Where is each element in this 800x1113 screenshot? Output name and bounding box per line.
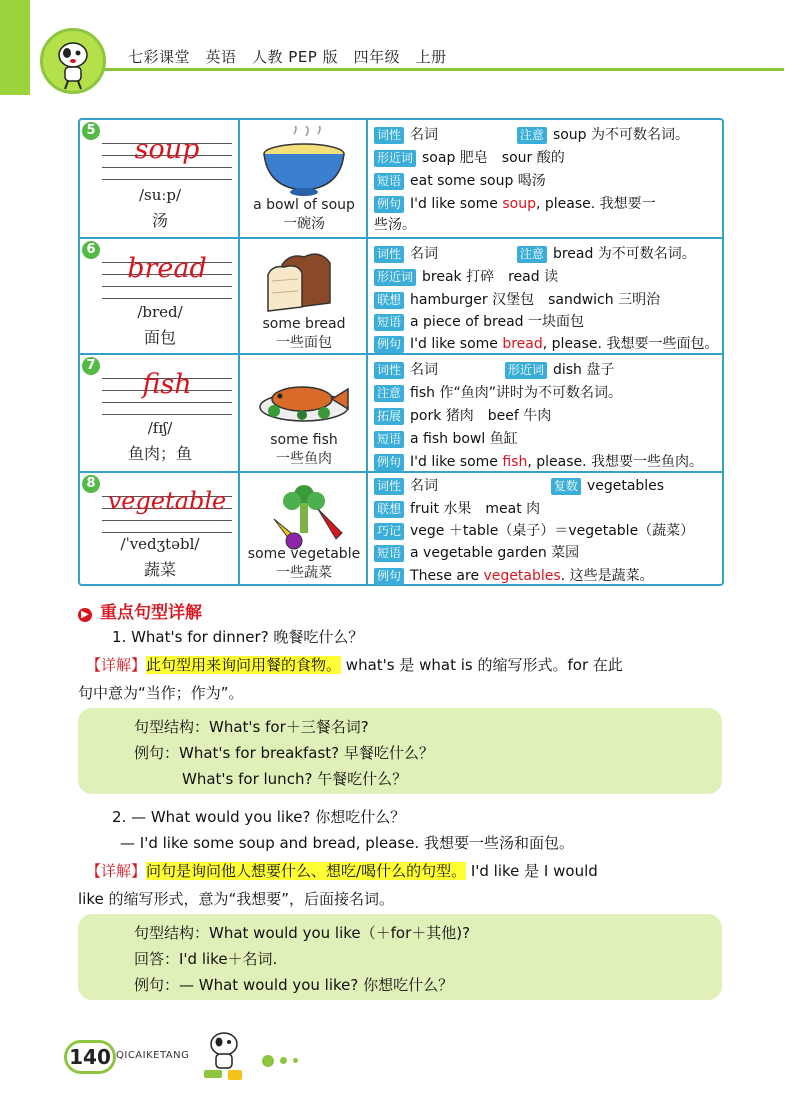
pattern-box-1 (78, 708, 722, 794)
tag-example: 例句 (374, 196, 404, 213)
section-heading (78, 598, 202, 623)
sentence-2-explanation (86, 860, 598, 881)
meaning: 鱼肉；鱼 (127, 444, 192, 463)
image-caption-en: some vegetable (247, 546, 361, 562)
phrase-value: a fish bowl 鱼缸 (410, 431, 518, 447)
meaning: 汤 (151, 211, 168, 230)
phonetic: /suːp/ (138, 186, 182, 204)
tag-mnemonic: 巧记 (374, 523, 404, 540)
pos-value: 名词 (410, 478, 439, 494)
phrase-value: a piece of bread 一块面包 (410, 314, 585, 330)
pattern-answer: 回答：I'd like＋名词. (134, 950, 278, 968)
dot-icon (280, 1057, 287, 1064)
tag-pos: 词性 (374, 362, 404, 379)
phonetic: /bred/ (137, 303, 183, 321)
tag-note: 注意 (374, 385, 404, 402)
entry-number: 7 (82, 357, 100, 375)
info-cell (370, 473, 722, 584)
extension-value: pork 猪肉 beef 牛肉 (410, 408, 552, 424)
bread-loaf-icon (254, 245, 354, 319)
example-text: I'd like some (410, 454, 503, 470)
similar-value: break 打碎 read 读 (422, 269, 559, 285)
info-line (374, 428, 518, 449)
vocab-row-soup (80, 120, 722, 237)
sentence-2-question: 2. — What would you like? 你想吃什么？ (112, 808, 406, 826)
sentence-2-answer: — I'd like some soup and bread, please. 我想要一些汤和面包。 (120, 834, 574, 852)
tag-note: 注意 (517, 127, 547, 144)
info-line (374, 170, 546, 191)
info-line (374, 382, 622, 403)
note-value: bread 为不可数名词。 (552, 246, 696, 262)
image-caption-zh: 一碗汤 (283, 216, 325, 232)
note-value: soup 为不可数名词。 (552, 127, 690, 143)
highlighted-text: 此句型用来询问用餐的食物。 (146, 656, 342, 674)
info-cell (370, 120, 722, 237)
info-line (374, 147, 565, 168)
info-line (374, 359, 614, 380)
brand-name: QICAIKETANG (116, 1050, 190, 1061)
tag-pos: 词性 (374, 478, 404, 495)
vocab-word: soup (134, 134, 200, 165)
note-value: fish 作“鱼肉”讲时为不可数名词。 (410, 385, 622, 401)
vocabulary-table (78, 118, 724, 586)
sentence-2-explanation-cont: like 的缩写形式，意为“我想要”，后面接名词。 (78, 890, 395, 908)
phonetic: /fɪʃ/ (147, 419, 173, 437)
tag-association: 联想 (374, 292, 404, 309)
mnemonic-value: vege ＋table（桌子）＝vegetable（蔬菜） (410, 523, 695, 539)
pattern-example: What's for lunch? 午餐吃什么？ (182, 770, 408, 788)
mascot-icon (196, 1026, 252, 1084)
info-line (374, 214, 416, 235)
tag-pos: 词性 (374, 127, 404, 144)
play-bullet-icon: ▶ (78, 608, 92, 622)
image-caption-en: some fish (270, 432, 338, 448)
vocab-row-bread (80, 237, 722, 353)
example-text: , please. 我想要一 (535, 196, 656, 212)
tag-similar: 形近词 (374, 150, 416, 167)
example-keyword: soup (502, 196, 536, 212)
pattern-structure: 句型结构：What would you like（＋for＋其他)? (134, 924, 471, 942)
phonetic: /ˈvedʒtəbl/ (120, 535, 200, 553)
word-cell (80, 473, 240, 584)
example-keyword: bread (502, 336, 543, 352)
sentence-1-explanation (86, 654, 623, 675)
similar-value: soap 肥皂 sour 酸的 (422, 150, 565, 166)
info-line (374, 475, 664, 496)
image-caption-zh: 一些鱼肉 (276, 451, 332, 467)
entry-number: 5 (82, 122, 100, 140)
footer-dots (262, 1050, 304, 1069)
info-line (374, 266, 558, 287)
example-text: I'd like some (410, 196, 503, 212)
example-text: These are (410, 568, 484, 584)
word-cell (80, 355, 240, 471)
pos-value: 名词 (410, 127, 439, 143)
pos-value: 名词 (410, 362, 439, 378)
dot-icon (262, 1055, 274, 1067)
info-line (374, 243, 696, 264)
info-cell (370, 355, 722, 471)
info-line (374, 565, 654, 586)
pattern-structure: 句型结构：What's for＋三餐名词? (134, 718, 369, 736)
mascot-logo (40, 28, 106, 94)
info-line (374, 124, 689, 145)
info-line (374, 520, 694, 541)
pattern-example: 例句：— What would you like? 你想吃什么？ (134, 976, 454, 994)
tag-note: 注意 (517, 246, 547, 263)
association-value: hamburger 汉堡包 sandwich 三明治 (410, 292, 661, 308)
info-line (374, 405, 551, 426)
explanation-text: what's 是 what is 的缩写形式。for 在此 (341, 656, 623, 674)
tag-extension: 拓展 (374, 408, 404, 425)
example-text: , please. 我想要一些鱼肉。 (527, 454, 704, 470)
header-title: 七彩课堂 英语 人教 PEP 版 四年级 上册 (128, 48, 447, 66)
image-cell (240, 355, 368, 471)
vocab-row-vegetable (80, 471, 722, 584)
image-caption-en: some bread (262, 316, 346, 332)
tag-phrase: 短语 (374, 545, 404, 562)
tag-association: 联想 (374, 501, 404, 518)
tag-similar: 形近词 (374, 269, 416, 286)
meaning: 蔬菜 (143, 560, 176, 579)
tag-phrase: 短语 (374, 173, 404, 190)
meaning: 面包 (143, 328, 176, 347)
vocab-word: fish (142, 369, 192, 400)
image-caption-zh: 一些蔬菜 (276, 565, 332, 581)
tag-example: 例句 (374, 568, 404, 585)
vocab-row-fish (80, 353, 722, 471)
tag-example: 例句 (374, 454, 404, 471)
example-text: . 这些是蔬菜。 (560, 568, 654, 584)
tag-pos: 词性 (374, 246, 404, 263)
explanation-label: 【详解】 (86, 656, 147, 674)
pattern-box-2 (78, 914, 722, 1000)
example-keyword: fish (502, 454, 528, 470)
phrase-value: a vegetable garden 菜园 (410, 545, 580, 561)
example-text: I'd like some (410, 336, 503, 352)
similar-value: dish 盘子 (552, 362, 615, 378)
page-number: 140 (64, 1040, 116, 1074)
vegetables-icon (254, 479, 354, 553)
tag-phrase: 短语 (374, 314, 404, 331)
sentence-1-question: 1. What's for dinner? 晚餐吃什么？ (112, 628, 364, 646)
word-cell (80, 120, 240, 237)
pattern-example: 例句：What's for breakfast? 早餐吃什么？ (134, 744, 434, 762)
info-line (374, 289, 660, 310)
info-line (374, 311, 584, 332)
pos-value: 名词 (410, 246, 439, 262)
tag-plural: 复数 (551, 478, 581, 495)
phrase-value: eat some soup 喝汤 (410, 173, 546, 189)
soup-bowl-icon (254, 126, 354, 200)
explanation-text: I'd like 是 I would (466, 862, 598, 880)
info-line (374, 451, 703, 472)
image-caption-en: a bowl of soup (253, 197, 355, 213)
image-cell (240, 239, 368, 353)
entry-number: 8 (82, 475, 100, 493)
plural-value: vegetables (586, 478, 665, 494)
info-cell (370, 239, 722, 353)
tag-example: 例句 (374, 336, 404, 353)
vocab-word: vegetable (107, 487, 227, 515)
info-line (374, 193, 656, 214)
explanation-label: 【详解】 (86, 862, 147, 880)
word-cell (80, 239, 240, 353)
example-keyword: vegetables (483, 568, 561, 584)
example-text: , please. 我想要一些面包。 (542, 336, 719, 352)
sentence-1-explanation-cont: 句中意为“当作；作为”。 (78, 684, 244, 702)
highlighted-text: 问句是询问他人想要什么、想吃/喝什么的句型。 (146, 862, 467, 880)
tag-phrase: 短语 (374, 431, 404, 448)
info-line (374, 333, 718, 354)
page-header (0, 0, 800, 110)
dot-icon (293, 1058, 298, 1063)
association-value: fruit 水果 meat 肉 (410, 501, 541, 517)
entry-number: 6 (82, 241, 100, 259)
example-continuation: 些汤。 (374, 217, 416, 233)
info-line (374, 542, 579, 563)
vocab-word: bread (127, 253, 207, 284)
fish-dish-icon (254, 361, 354, 435)
image-cell (240, 120, 368, 237)
tag-similar: 形近词 (505, 362, 547, 379)
image-caption-zh: 一些面包 (276, 335, 332, 351)
header-rule (104, 68, 784, 71)
info-line (374, 498, 540, 519)
image-cell (240, 473, 368, 584)
header-green-bar (0, 0, 30, 95)
section-heading-text: 重点句型详解 (100, 603, 202, 623)
